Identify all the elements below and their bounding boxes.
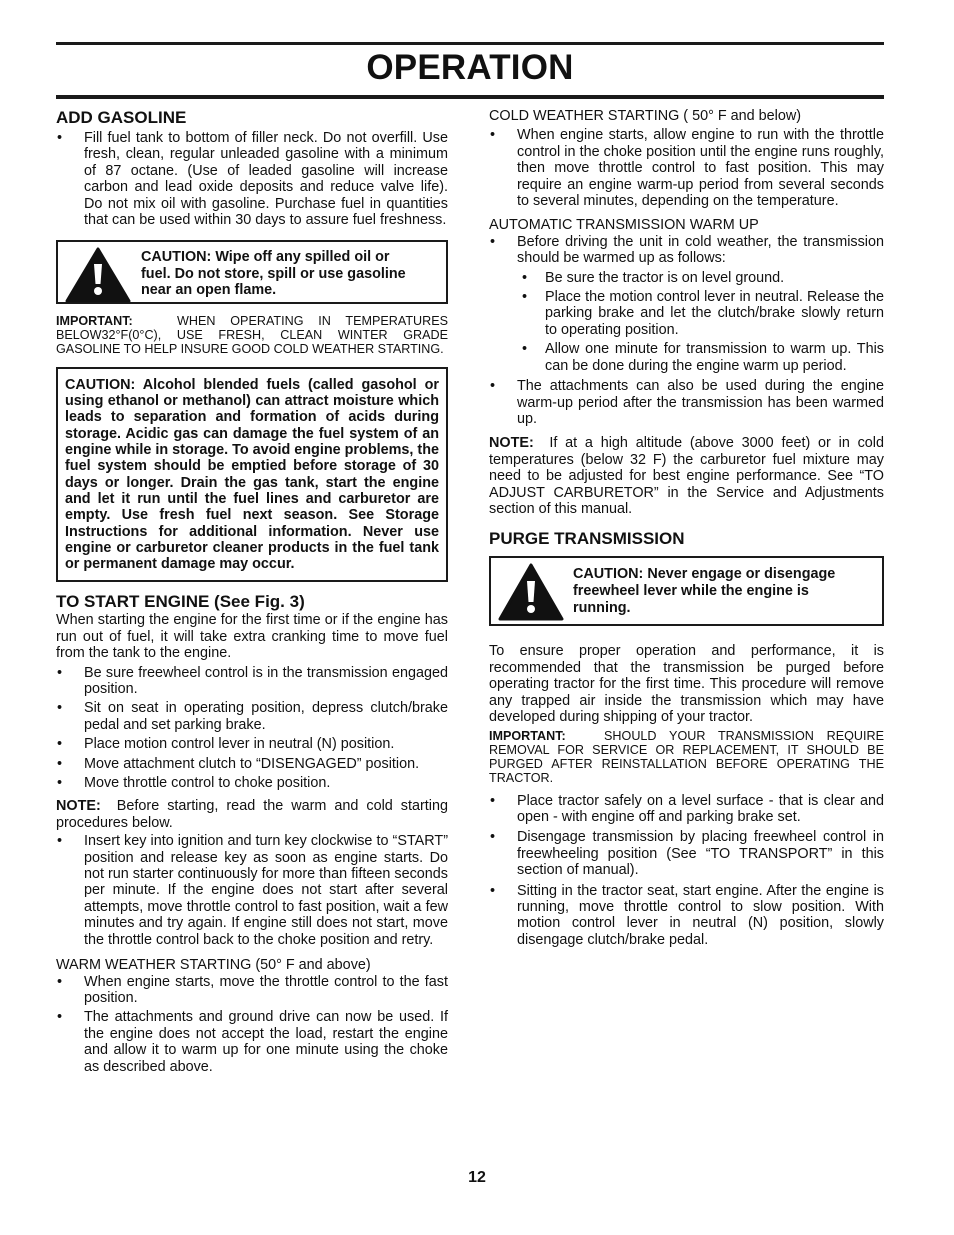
warning-icon: [64, 246, 132, 304]
list-item: • Disengage transmission by placing freewheel control in freewheeling position (See “TO TRANSPORT” in this section of manual).: [489, 829, 884, 878]
list-item: • Place motion control lever in neutral (N) position.: [56, 736, 448, 752]
cold-weather-label: COLD WEATHER STARTING ( 50° F and below): [489, 108, 802, 124]
note-label: NOTE:: [56, 798, 101, 815]
caution-box-alcohol: CAUTION: Alcohol blended fuels (called gasohol or using ethanol or methanol) can attract moisture which leads to separation and formation of acids during storage. Acidic gas can damage the fuel system of an engine while in storage. To avoid engine problems, the fuel system should be emptied before storage of 30 days or longer. Drain the gas tank, start the engine and let it run until the fuel lines and carburetor are empty. Use fresh fuel next season. See Storage Instructions for additional information. Never use engine or carburetor cleaner products in the fuel tank or permanent damage may occur.: [56, 367, 448, 583]
note-label: NOTE:: [489, 435, 534, 452]
list-item: • Move throttle control to choke position.: [56, 775, 448, 791]
altitude-note: [489, 435, 884, 517]
list-item: • Place tractor safely on a level surface - that is clear and open - with engine off and parking brake set.: [489, 793, 884, 826]
note-text: Before starting, read the warm and cold starting procedures below.: [56, 798, 448, 831]
caution-text: CAUTION: Never engage or disengage freewheel lever while the engine is running.: [573, 566, 836, 616]
caution-box-spill: [56, 240, 448, 304]
auto-transmission-list: [489, 234, 884, 427]
start-engine-note: [56, 798, 448, 831]
list-item: • Allow one minute for transmission to warm up. This can be done during the engine warm up period.: [489, 341, 884, 374]
start-engine-heading: TO START ENGINE (See Fig. 3): [56, 592, 305, 612]
list-item: • When engine starts, allow engine to run with the throttle control in the choke position until the engine runs roughly, then move throttle control to fast position. This may require an engine warm-up period from several seconds to several minutes, depending on the temperature.: [489, 127, 884, 209]
list-item: • The attachments and ground drive can now be used. If the engine does not accept the load, restart the engine and allow it to warm up for one minute using the choke as described above.: [56, 1009, 448, 1075]
important-text: WHEN OPERATING IN TEMPERATURES BELOW32°F(0°C), USE FRESH, CLEAN WINTER GRADE GASOLINE TO HELP INSURE GOOD COLD WEATHER STARTING.: [56, 314, 449, 357]
start-key-list: [56, 833, 448, 948]
auto-transmission-label: AUTOMATIC TRANSMISSION WARM UP: [489, 217, 759, 234]
title-underline: [56, 95, 884, 99]
left-column: [56, 108, 448, 1075]
note-text: If at a high altitude (above 3000 feet) or in cold temperatures (below 32 F) the carburetor fuel mixture may need to be adjusted for best engine performance. See “TO ADJUST CARBURETOR” in the Service and Adjustments section of this manual.: [489, 435, 884, 517]
page-number: 12: [468, 1169, 486, 1186]
list-item: • Move attachment clutch to “DISENGAGED” position.: [56, 756, 448, 772]
warm-weather-list: [56, 974, 448, 1075]
list-item: • When engine starts, move the throttle control to the fast position.: [56, 974, 448, 1007]
list-item: • Be sure freewheel control is in the transmission engaged position.: [56, 665, 448, 698]
caution-box-freewheel: [489, 556, 884, 626]
purge-intro: To ensure proper operation and performance, it is recommended that the transmission be purged before operating tractor for the first time. This procedure will remove any trapped air inside the transmission which may have developed during shipping of your tractor.: [489, 643, 884, 725]
page-title: OPERATION: [366, 48, 574, 87]
list-item: • The attachments can also be used during the engine warm-up period after the transmission has been warmed up.: [489, 378, 884, 427]
warning-icon: [497, 562, 565, 622]
list-item: • Be sure the tractor is on level ground.: [489, 270, 884, 286]
important-label: IMPORTANT:: [489, 729, 566, 744]
important-note-purge: [489, 730, 884, 785]
list-item: • Sitting in the tractor seat, start engine. After the engine is running, move throttle control to slow position. With motion control lever in neutral (N) position, slowly disengage clutch/brake pedal.: [489, 883, 884, 949]
purge-transmission-heading: PURGE TRANSMISSION: [489, 529, 685, 549]
list-item: • Place the motion control lever in neutral. Release the parking brake and let the clutch/brake slowly return to operating position.: [489, 289, 884, 338]
important-label: IMPORTANT:: [56, 314, 133, 329]
purge-list: [489, 793, 884, 949]
list-item: • Insert key into ignition and turn key clockwise to “START” position and release key as soon as engine starts. Do not run starter continuously for more than fifteen seconds per minute. If the engine does not start after several attempts, move throttle control to fast position, wait a few minutes and try again. If engine still does not start, move the throttle control back to the choke position and retry.: [56, 833, 448, 948]
caution-text: CAUTION: Wipe off any spilled oil or fuel. Do not store, spill or use gasoline near an open flame.: [141, 249, 406, 298]
add-gasoline-list: [56, 130, 448, 228]
start-engine-list: [56, 665, 448, 792]
warm-weather-label: WARM WEATHER STARTING (50° F and above): [56, 957, 371, 974]
list-item: • Sit on seat in operating position, depress clutch/brake pedal and set parking brake.: [56, 700, 448, 733]
list-item: • Fill fuel tank to bottom of filler neck. Do not overfill. Use fresh, clean, regular unleaded gasoline with a minimum of 87 octane. (Use of leaded gasoline will increase carbon and lead oxide deposits and reduce valve life). Do not mix oil with gasoline. Purchase fuel in quantities that can be used within 30 days to assure fuel freshness.: [56, 130, 448, 228]
cold-weather-list: [489, 127, 884, 209]
top-rule: [56, 42, 884, 45]
list-item: • Before driving the unit in cold weather, the transmission should be warmed up as follows:: [489, 234, 884, 267]
start-engine-intro: When starting the engine for the first time or if the engine has run out of fuel, it will take extra cranking time to move fuel from the tank to the engine.: [56, 612, 448, 662]
right-column: [489, 108, 884, 948]
important-text: SHOULD YOUR TRANSMISSION REQUIRE REMOVAL FOR SERVICE OR REPLACEMENT, IT SHOULD BE PURGED AFTER REINSTALLATION BEFORE OPERATING THE TRACTOR.: [489, 729, 884, 785]
add-gasoline-heading: ADD GASOLINE: [56, 108, 187, 127]
important-note-winter: [56, 315, 448, 356]
